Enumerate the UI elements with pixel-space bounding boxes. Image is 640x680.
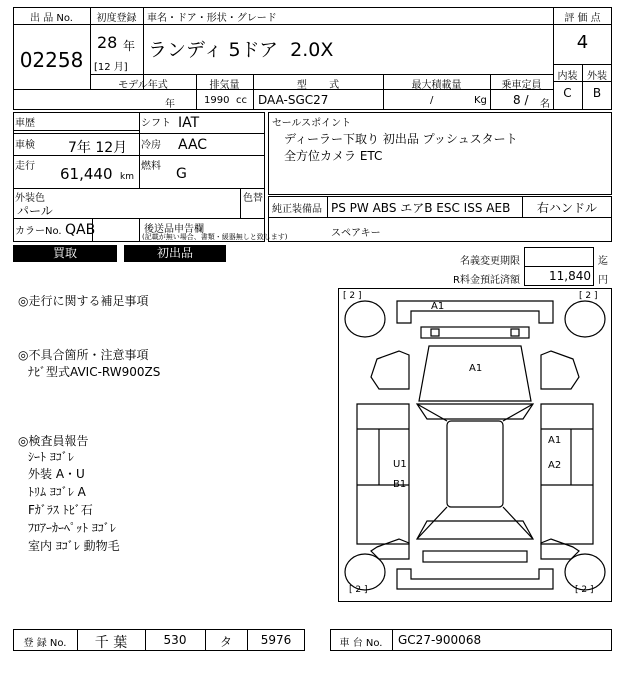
inspector-report-label: ◎検査員報告 (18, 434, 89, 448)
name-change-deadline-unit: 迄 (598, 256, 608, 267)
mileage-label: 走行 (15, 161, 35, 172)
tire-label-rear-left: [ 2 ] (349, 585, 368, 595)
front-bumper (397, 301, 553, 323)
tire-label-front-left: [ 2 ] (343, 291, 362, 301)
fuel-value: G (176, 166, 187, 182)
capacity-label: 乗車定員 (501, 80, 542, 91)
registration-label: 登 録 No. (23, 638, 67, 649)
tire-front-right (565, 301, 605, 337)
car-name-label: 車名・ドア・形状・グレード (147, 13, 277, 24)
car-diagram-svg (339, 289, 611, 601)
chassis-label: 車 台 No. (339, 638, 383, 649)
recycle-fee-value: 11,840 (549, 269, 591, 283)
sales-point-label: セールスポイント (272, 118, 352, 129)
displacement-unit: cc (236, 95, 247, 106)
lot-number-label: 出 品 No. (30, 13, 73, 24)
displacement: 1990 (204, 95, 230, 106)
tire-label-front-right: [ 2 ] (579, 291, 598, 301)
recycle-fee-unit: 円 (598, 275, 608, 286)
driving-notes-label: ◎走行に関する補足事項 (18, 294, 149, 308)
mark-bonnet: A1 (469, 363, 483, 374)
color-number: QAB (65, 222, 96, 238)
capacity-unit: 名 (540, 99, 550, 110)
registration-year: 28 (97, 33, 118, 52)
equipment-list: PS PW ABS エアB ESC ISS AEB (331, 201, 511, 215)
ac-label: 冷房 (141, 140, 161, 151)
documents-note: (記載が無い場合、書類・緩器無しと致します) (142, 233, 288, 241)
steering-side: 右ハンドル (536, 201, 597, 215)
exterior-color-label: 外装色 (15, 193, 45, 204)
chassis-number: GC27-900068 (398, 633, 482, 647)
mark-left-rear-door: B1 (393, 479, 407, 490)
color-number-label: カラーNo. (15, 226, 62, 237)
sales-point-line-2: 全方位カメラ ETC (284, 149, 383, 163)
car-name: ランディ 5ドア 2.0X (148, 39, 334, 61)
roof (447, 421, 503, 507)
mileage-value: 61,440 (60, 165, 113, 183)
inspection-label: 車検 (15, 140, 35, 151)
max-load-label: 最大積載量 (411, 80, 462, 91)
car-diagram-frame (338, 288, 612, 602)
inspector-note-3: ﾄﾘﾑ ﾖｺﾞﾚ A (28, 485, 86, 499)
equipment-label: 純正装備品 (272, 204, 322, 215)
defect-notes-label: ◎不具合箇所・注意事項 (18, 348, 149, 362)
exterior-grade-label: 外装 (587, 71, 607, 82)
max-load-unit: Kg (474, 95, 487, 106)
rear-garnish (423, 551, 527, 562)
lot-number: 02258 (19, 48, 84, 72)
model-year-label: モデル年式 (118, 80, 168, 91)
model-code: DAA-SGC27 (258, 93, 329, 107)
fuel-label: 燃料 (141, 161, 161, 172)
registration-number: 5976 (260, 633, 292, 647)
defect-note-1: ﾅﾋﾞ型式AVIC-RW900ZS (28, 365, 161, 379)
shift-label: シフト (141, 118, 171, 129)
color-change-label: 色替 (243, 193, 263, 204)
name-change-deadline-box (524, 247, 594, 267)
inspector-note-4: Fｶﾞﾗｽ ﾄﾋﾞ石 (28, 503, 93, 517)
max-load: / (430, 95, 434, 106)
tire-label-rear-right: [ 2 ] (575, 585, 594, 595)
exterior-grade: B (592, 86, 602, 100)
displacement-label: 排気量 (209, 80, 240, 91)
ac-value: AAC (178, 137, 208, 153)
mark-left-front-door: U1 (393, 459, 407, 470)
capacity: 8 / (513, 93, 529, 107)
sales-point-line-1: ディーラー下取り 初出品 プッシュスタート (284, 132, 518, 146)
rear-bumper (397, 569, 553, 589)
mileage-unit: km (120, 172, 134, 182)
right-side (541, 404, 593, 544)
tire-front-left (345, 301, 385, 337)
shift-value: IAT (178, 115, 200, 131)
tag-purchase: 買取 (13, 245, 117, 262)
registration-kana: タ (219, 635, 232, 649)
tag-first-listing: 初出品 (124, 245, 226, 262)
inspector-note-5: ﾌﾛｱｰｶｰﾍﾟｯﾄ ﾖｺﾞﾚ (28, 521, 116, 535)
windshield (417, 404, 533, 419)
overall-grade: 4 (576, 32, 589, 53)
year-unit: 年 (123, 39, 136, 53)
mark-front-bumper: A1 (431, 301, 445, 312)
registration-class: 530 (163, 633, 187, 647)
recycle-fee-label: R料金預託済額 (453, 275, 520, 286)
model-code-label: 型 式 (296, 80, 340, 91)
interior-grade: C (563, 86, 572, 100)
history-label: 車歴 (15, 118, 35, 129)
exterior-color: パール (17, 204, 53, 218)
rear-window (417, 521, 533, 539)
grade-label: 評 価 点 (564, 13, 601, 24)
registration-month: [12 月] (94, 62, 128, 73)
model-year-unit: 年 (165, 99, 175, 110)
inspector-note-1: ｼｰﾄ ﾖｺﾞﾚ (28, 450, 74, 464)
inspector-note-2: 外装 A・U (28, 467, 85, 481)
mark-right-rear-door: A2 (548, 460, 562, 471)
first-registration-label: 初度登録 (96, 13, 137, 24)
registration-area: 千 葉 (94, 635, 128, 651)
mark-right-front-door: A1 (548, 435, 562, 446)
documents-label: 後送品申告欄 (144, 224, 204, 235)
interior-grade-label: 内装 (557, 71, 578, 82)
inspection-value: 7年 12月 (68, 140, 128, 156)
documents-value: スペアキー (331, 228, 381, 239)
left-side (357, 404, 409, 544)
inspector-note-6: 室内 ﾖｺﾞﾚ 動物毛 (28, 539, 120, 553)
name-change-deadline-label: 名義変更期限 (460, 256, 520, 267)
